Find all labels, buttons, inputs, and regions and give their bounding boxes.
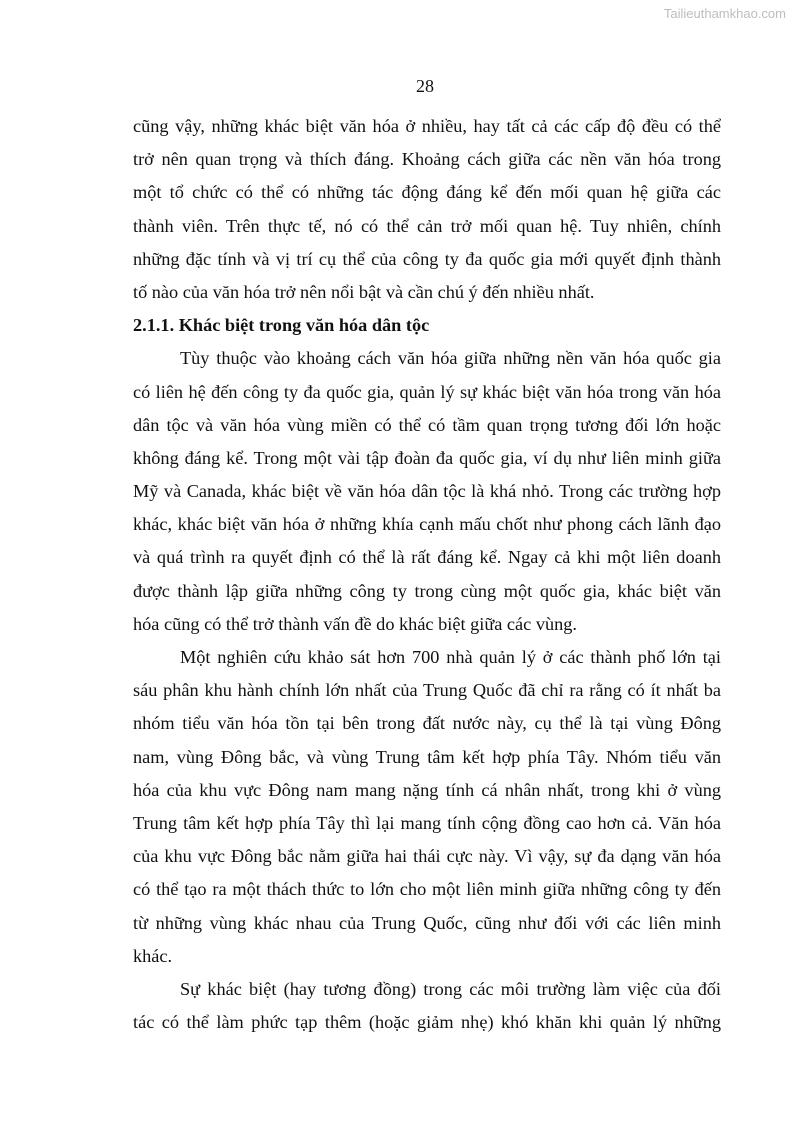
text-line: và quá trình ra quyết định có thể là rất đáng kể. Ngay cả khi một liên doanh — [133, 547, 721, 568]
text-line: có thể tạo ra một thách thức to lớn cho một liên minh giữa những công ty đến — [133, 879, 721, 900]
page-number: 28 — [416, 76, 434, 96]
text-line: của khu vực Đông bắc nằm giữa hai thái cực này. Vì vậy, sự đa dạng văn hóa — [133, 846, 721, 867]
text-line: tác có thể làm phức tạp thêm (hoặc giảm nhẹ) khó khăn khi quản lý những — [133, 1012, 721, 1033]
text-line: dân tộc và văn hóa vùng miền có thể có tầm quan trọng tương đối lớn hoặc — [133, 414, 721, 435]
text-line: những đặc tính và vị trí cụ thể của công ty đa quốc gia mới quyết định thành — [133, 248, 721, 269]
paragraph — [133, 110, 721, 309]
text-line: khác. — [133, 945, 173, 966]
text-line: hóa cũng có thể trở thành vấn đề do khác biệt giữa các vùng. — [133, 613, 577, 634]
text-line: Trung tâm kết hợp phía Tây thì lại mang tính cộng đồng cao hơn cả. Văn hóa — [133, 812, 721, 833]
text-line: tố nào của văn hóa trở nên nổi bật và cần chú ý đến nhiều nhất. — [133, 281, 595, 302]
text-line: trở nên quan trọng và thích đáng. Khoảng cách giữa các nền văn hóa trong — [133, 149, 721, 170]
section-heading: 2.1.1. Khác biệt trong văn hóa dân tộc — [133, 315, 430, 336]
paragraph — [133, 973, 721, 1039]
text-line: không đáng kể. Trong một vài tập đoàn đa quốc gia, ví dụ như liên minh giữa — [133, 447, 721, 468]
text-line: khác, khác biệt văn hóa ở những khía cạnh mấu chốt như phong cách lãnh đạo — [133, 514, 721, 535]
watermark: Tailieuthamkhao.com — [663, 6, 786, 21]
text-line: Một nghiên cứu khảo sát hơn 700 nhà quản lý ở các thành phố lớn tại — [180, 647, 721, 667]
text-line: nam, vùng Đông bắc, và vùng Trung tâm kết hợp phía Tây. Nhóm tiểu văn — [133, 746, 721, 767]
text-line: được thành lập giữa những công ty trong cùng một quốc gia, khác biệt văn — [133, 580, 721, 601]
text-line: có liên hệ đến công ty đa quốc gia, quản lý sự khác biệt văn hóa trong văn hóa — [133, 381, 721, 402]
paragraph — [133, 342, 721, 641]
text-line: một tổ chức có thể có những tác động đáng kể đến mối quan hệ giữa các — [133, 182, 721, 203]
document-body — [133, 110, 721, 1039]
text-line: nhóm tiểu văn hóa tồn tại bên trong đất nước này, cụ thể là tại vùng Đông — [133, 713, 721, 734]
text-line: Tùy thuộc vào khoảng cách văn hóa giữa những nền văn hóa quốc gia — [180, 348, 721, 369]
text-line: hóa của khu vực Đông nam mang nặng tính cá nhân nhất, trong khi ở vùng — [133, 779, 721, 800]
text-line: cũng vậy, những khác biệt văn hóa ở nhiều, hay tất cả các cấp độ đều có thể — [133, 116, 721, 136]
text-line: Sự khác biệt (hay tương đồng) trong các môi trường làm việc của đối — [180, 978, 721, 999]
text-line: Mỹ và Canada, khác biệt về văn hóa dân tộc là khá nhỏ. Trong các trường hợp — [133, 481, 721, 502]
text-line: thành viên. Trên thực tế, nó có thể cản trở mối quan hệ. Tuy nhiên, chính — [133, 215, 721, 236]
paragraph — [133, 641, 721, 973]
text-line: sáu phân khu hành chính lớn nhất của Trung Quốc đã chỉ ra rằng có ít nhất ba — [133, 680, 721, 701]
text-line: từ những vùng khác nhau của Trung Quốc, cũng như đối với các liên minh — [133, 912, 721, 933]
